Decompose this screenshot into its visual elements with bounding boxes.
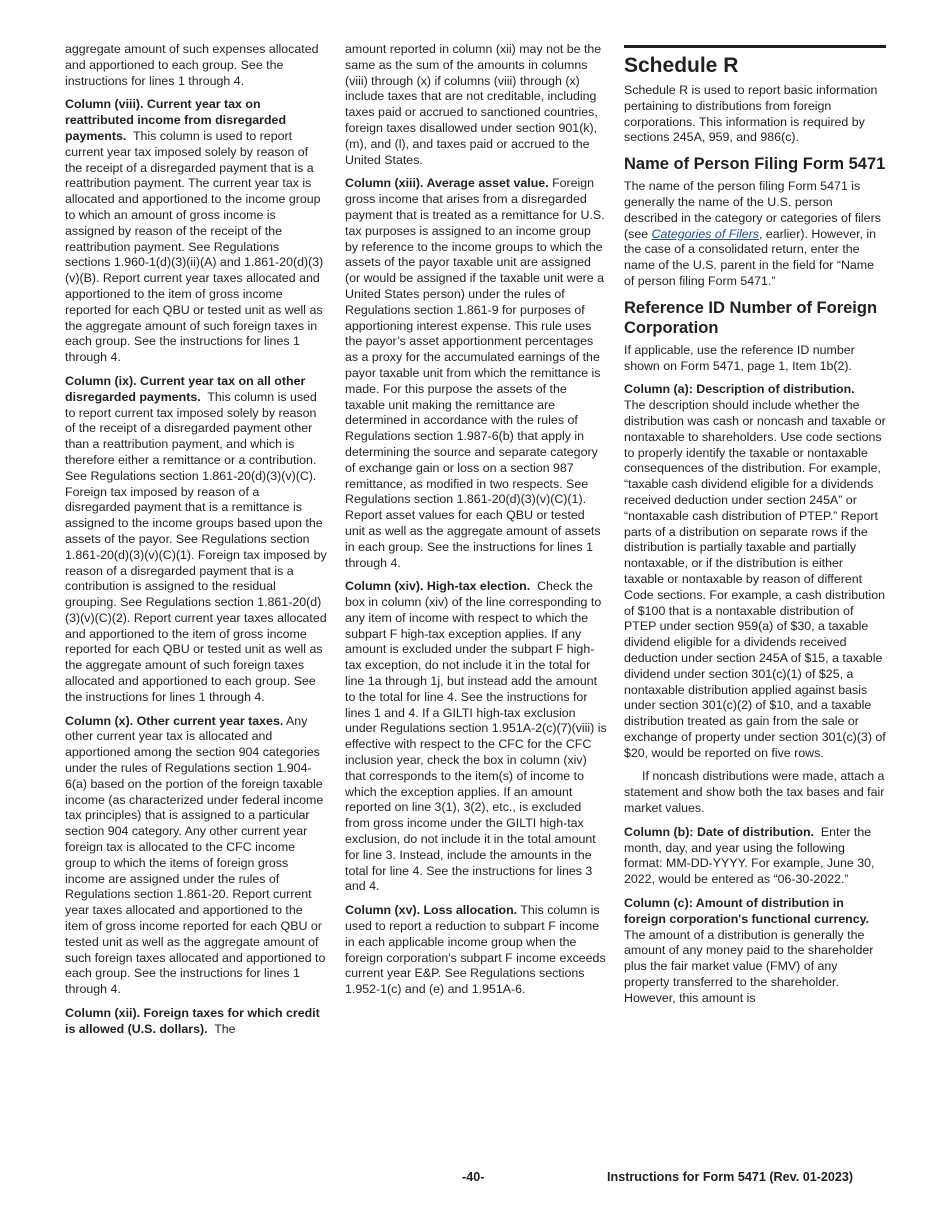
column-xv-heading: Column (xv). Loss allocation. <box>345 903 518 918</box>
reference-id-text: If applicable, use the reference ID number shown on Form 5471, page 1, Item 1b(2). <box>624 342 855 373</box>
name-of-person-heading: Name of Person Filing Form 5471 <box>624 155 886 174</box>
form-reference: Instructions for Form 5471 (Rev. 01-2023) <box>607 1170 854 1184</box>
column-xiv-text: Check the box in column (xiv) of the line corresponding to any item of income with respect to which the subpart F high-tax exception applies. If any amount is excluded under the subpart F high-tax exception, do not include it in the total for line 1a through 1j, but instead add the amount to the total for line 4. See the instructions for lines 1 and 4. If a GILTI high-tax exclusion under Regulations section 1.951A-2(c)(7)(viii) is effective with respect to the CFC for the CFC inclusion year, check the box in column (xiv) that corresponds to the item(s) of income to which the exception applies. If an amount reported on line 3(1), 3(2), etc., is excluded from gross income under the GILTI high-tax exclusion, do not include it in the total amount for line 3. Instead, include the amounts in the total for line 4. See the instructions for lines 3 and 4. <box>345 579 607 894</box>
column-xii-section <box>65 1006 327 1038</box>
column-xv-section <box>345 903 607 998</box>
column-ix-section <box>65 374 327 706</box>
noncash-text: If noncash distributions were made, attach a statement and show both the tax bases and fair market values. <box>624 769 885 816</box>
column-xiii-section <box>345 176 607 571</box>
left-column <box>65 42 327 1046</box>
column-b-section <box>624 825 886 888</box>
reference-id-heading: Reference ID Number of Foreign Corporation <box>624 298 878 337</box>
column-b-text: Enter the month, day, and year using the following format: MM-DD-YYYY. For example, June 30, 2022, would be entered as “06-30-2022.” <box>624 824 875 887</box>
paragraph-text: aggregate amount of such expenses allocated and apportioned to each group. See the instructions for lines 1 through 4. <box>65 42 319 88</box>
column-ix-heading: Column (ix). Current year tax on all other disregarded payments. <box>65 373 306 404</box>
paragraph <box>65 42 327 89</box>
section-divider <box>624 45 886 48</box>
reference-id-section <box>624 343 886 375</box>
column-xii-text: The <box>214 1021 236 1036</box>
section-title: Schedule R <box>624 54 739 77</box>
column-viii-heading: Column (viii). Current year tax on reattributed income from disregarded payments. <box>65 97 287 143</box>
column-viii-text: This column is used to report current year tax imposed solely by reason of the receipt of a disregarded payment that is a reattribution payment. The current year tax is allocated and apportioned to the income group to which an amount of gross income is assigned by reason of the receipt of the reattribution payment. See Regulations sections 1.960-1(d)(3)(ii)(A) and 1.861-20(d)(3)(v)(B). Report current year taxes allocated and apportioned to the item of gross income reported for each QBU or tested unit as well as the aggregate amount of such foreign taxes in each group. See the instructions for lines 1 through 4. <box>65 128 324 365</box>
name-text-start: The name of the person filing Form 5471 is generally the name of the U.S. person described in the category or categories of filers (see <box>624 179 881 241</box>
column-xv-text: This column is used to report a reduction to subpart F income in each applicable income group when the foreign corporation's subpart F income exceeds current year E&P. See Regulations sections 1.952-1(c) and (e) and 1.951A-6. <box>345 903 606 997</box>
column-x-heading: Column (x). Other current year taxes. <box>65 713 284 728</box>
page-number: -40- <box>462 1170 485 1184</box>
column-xiv-section <box>345 579 607 895</box>
column-b-heading: Column (b): Date of distribution. <box>624 824 814 839</box>
schedule-intro <box>624 83 886 146</box>
column-xii-heading: Column (xii). Foreign taxes for which credit is allowed (U.S. dollars). <box>65 1006 320 1036</box>
middle-column <box>345 42 607 1006</box>
noncash-paragraph <box>624 769 886 816</box>
categories-of-filers-link[interactable]: Categories of Filers <box>651 226 759 241</box>
column-xiii-heading: Column (xiii). Average asset value. <box>345 176 549 191</box>
column-viii-section <box>65 97 327 366</box>
column-c-heading: Column (c): Amount of distribution in foreign corporation's functional currency. <box>624 896 870 926</box>
paragraph-text: amount reported in column (xii) may not be the same as the sum of the amounts in columns (viii) through (x) if columns (viii) through (x) include taxes that are not creditable, including taxes paid or accrued to sanctioned countries, foreign taxes disallowed under section 901(k), (m), and (l), and taxes paid or accrued to the United States. <box>345 42 602 167</box>
name-of-person-section <box>624 179 886 290</box>
column-x-text: Any other current year tax is allocated and apportioned among the section 904 categories under the rules of Regulations section 1.904-6(a) based on the portion of the foreign taxable income (as characterized under federal income tax principles) that is assigned to a particular section 904 category. Any other current year foreign tax is allocated to the CFC income group to which the items of foreign gross income are assigned under the rules of Regulations section 1.861-20. Report current year taxes allocated and apportioned to the item of gross income reported for each QBU or tested unit as well as the aggregate amount of such foreign taxes allocated and apportioned to each group. See the instructions for lines 1 through 4. <box>65 713 326 997</box>
column-xiv-heading: Column (xiv). High-tax election. <box>345 579 531 594</box>
column-a-section <box>624 382 886 761</box>
name-text-end: , earlier). However, in the case of a consolidated return, enter the name of the U.S. parent in the field for “Name of person filing Form 5471.” <box>624 226 877 288</box>
paragraph <box>345 42 607 168</box>
column-x-section <box>65 714 327 998</box>
column-a-heading: Column (a): Description of distribution. <box>624 382 855 397</box>
column-ix-text: This column is used to report current tax imposed solely by reason of the receipt of a disregarded payment other than a reattribution payment, and which is therefore either a remittance or a contribution. See Regulations section 1.861-20(d)(3)(v)(C). Foreign tax imposed by reason of a disregarded payment that is a remittance is assigned to the income groups based upon the assets of the payor. See Regulations section 1.861-20(d)(3)(v)(C)(1). Foreign tax imposed by reason of a disregarded payment that is a contribution is assigned to the residual grouping. See Regulations section 1.861-20(d)(3)(v)(C)(2). Report current year taxes allocated and apportioned to the item of gross income reported for each QBU or tested unit as well as the aggregate amount of such foreign taxes allocated and apportioned to each group. See the instructions for lines 1 through 4. <box>65 389 327 704</box>
right-column <box>624 42 886 1015</box>
column-c-section <box>624 896 886 1007</box>
column-c-text: The amount of a distribution is generally the amount of any money paid to the shareholder plus the fair market value (FMV) of any property transferred to the shareholder. However, this amount is <box>624 927 874 1005</box>
schedule-intro-text: Schedule R is used to report basic information pertaining to distributions from foreign corporations. This information is required by sections 245A, 959, and 986(c). <box>624 83 878 145</box>
column-xiii-text: Foreign gross income that arises from a disregarded payment that is treated as a remittance for U.S. tax purposes is assigned to an income group by reference to the income groups to which the assets of the payor taxable unit are assigned (or would be assigned if the taxable unit were a United States person) under the rules of Regulations section 1.861-9 for purposes of apportioning interest expense. This rule uses the payor’s asset apportionment percentages as a proxy for the accumulated earnings of the payor taxable unit from which the remittance is made. For this purpose the assets of the taxable unit making the remittance are determined in accordance with the rules of Regulations section 1.987-6(b) that apply in determining the source and separate category of exchange gain or loss on a section 987 remittance, as modified in two respects. See Regulations section 1.861-20(d)(3)(v)(C)(1). Report asset values for each QBU or tested unit as well as the aggregate amount of assets in each group. See the instructions for lines 1 through 4. <box>345 176 605 570</box>
column-a-text: The description should include whether the distribution was cash or noncash and taxable or nontaxable to shareholders. Use code sections to properly identify the taxable or nontaxable consequences of the distribution. For example, “taxable cash dividend eligible for a dividends received deduction under section 245A” or “nontaxable cash distribution of PTEP.” Report parts of a distribution on separate rows if the distribution is partially taxable and partially nontaxable, or if the distribution is either taxable or nontaxable by reason of different Code sections. For example, a cash distribution of $100 that is a nontaxable distribution of PTEP under section 959(a) of $30, a taxable dividend eligible for a dividends received deduction under section 245A of $15, a taxable dividend under section 301(c)(1) of $25, a nontaxable distribution applied against basis under section 301(c)(2) of $10, and a taxable distribution treated as gain from the sale or exchange of property under section 301(c)(3) of $20, would be reported on five rows. <box>624 398 886 760</box>
